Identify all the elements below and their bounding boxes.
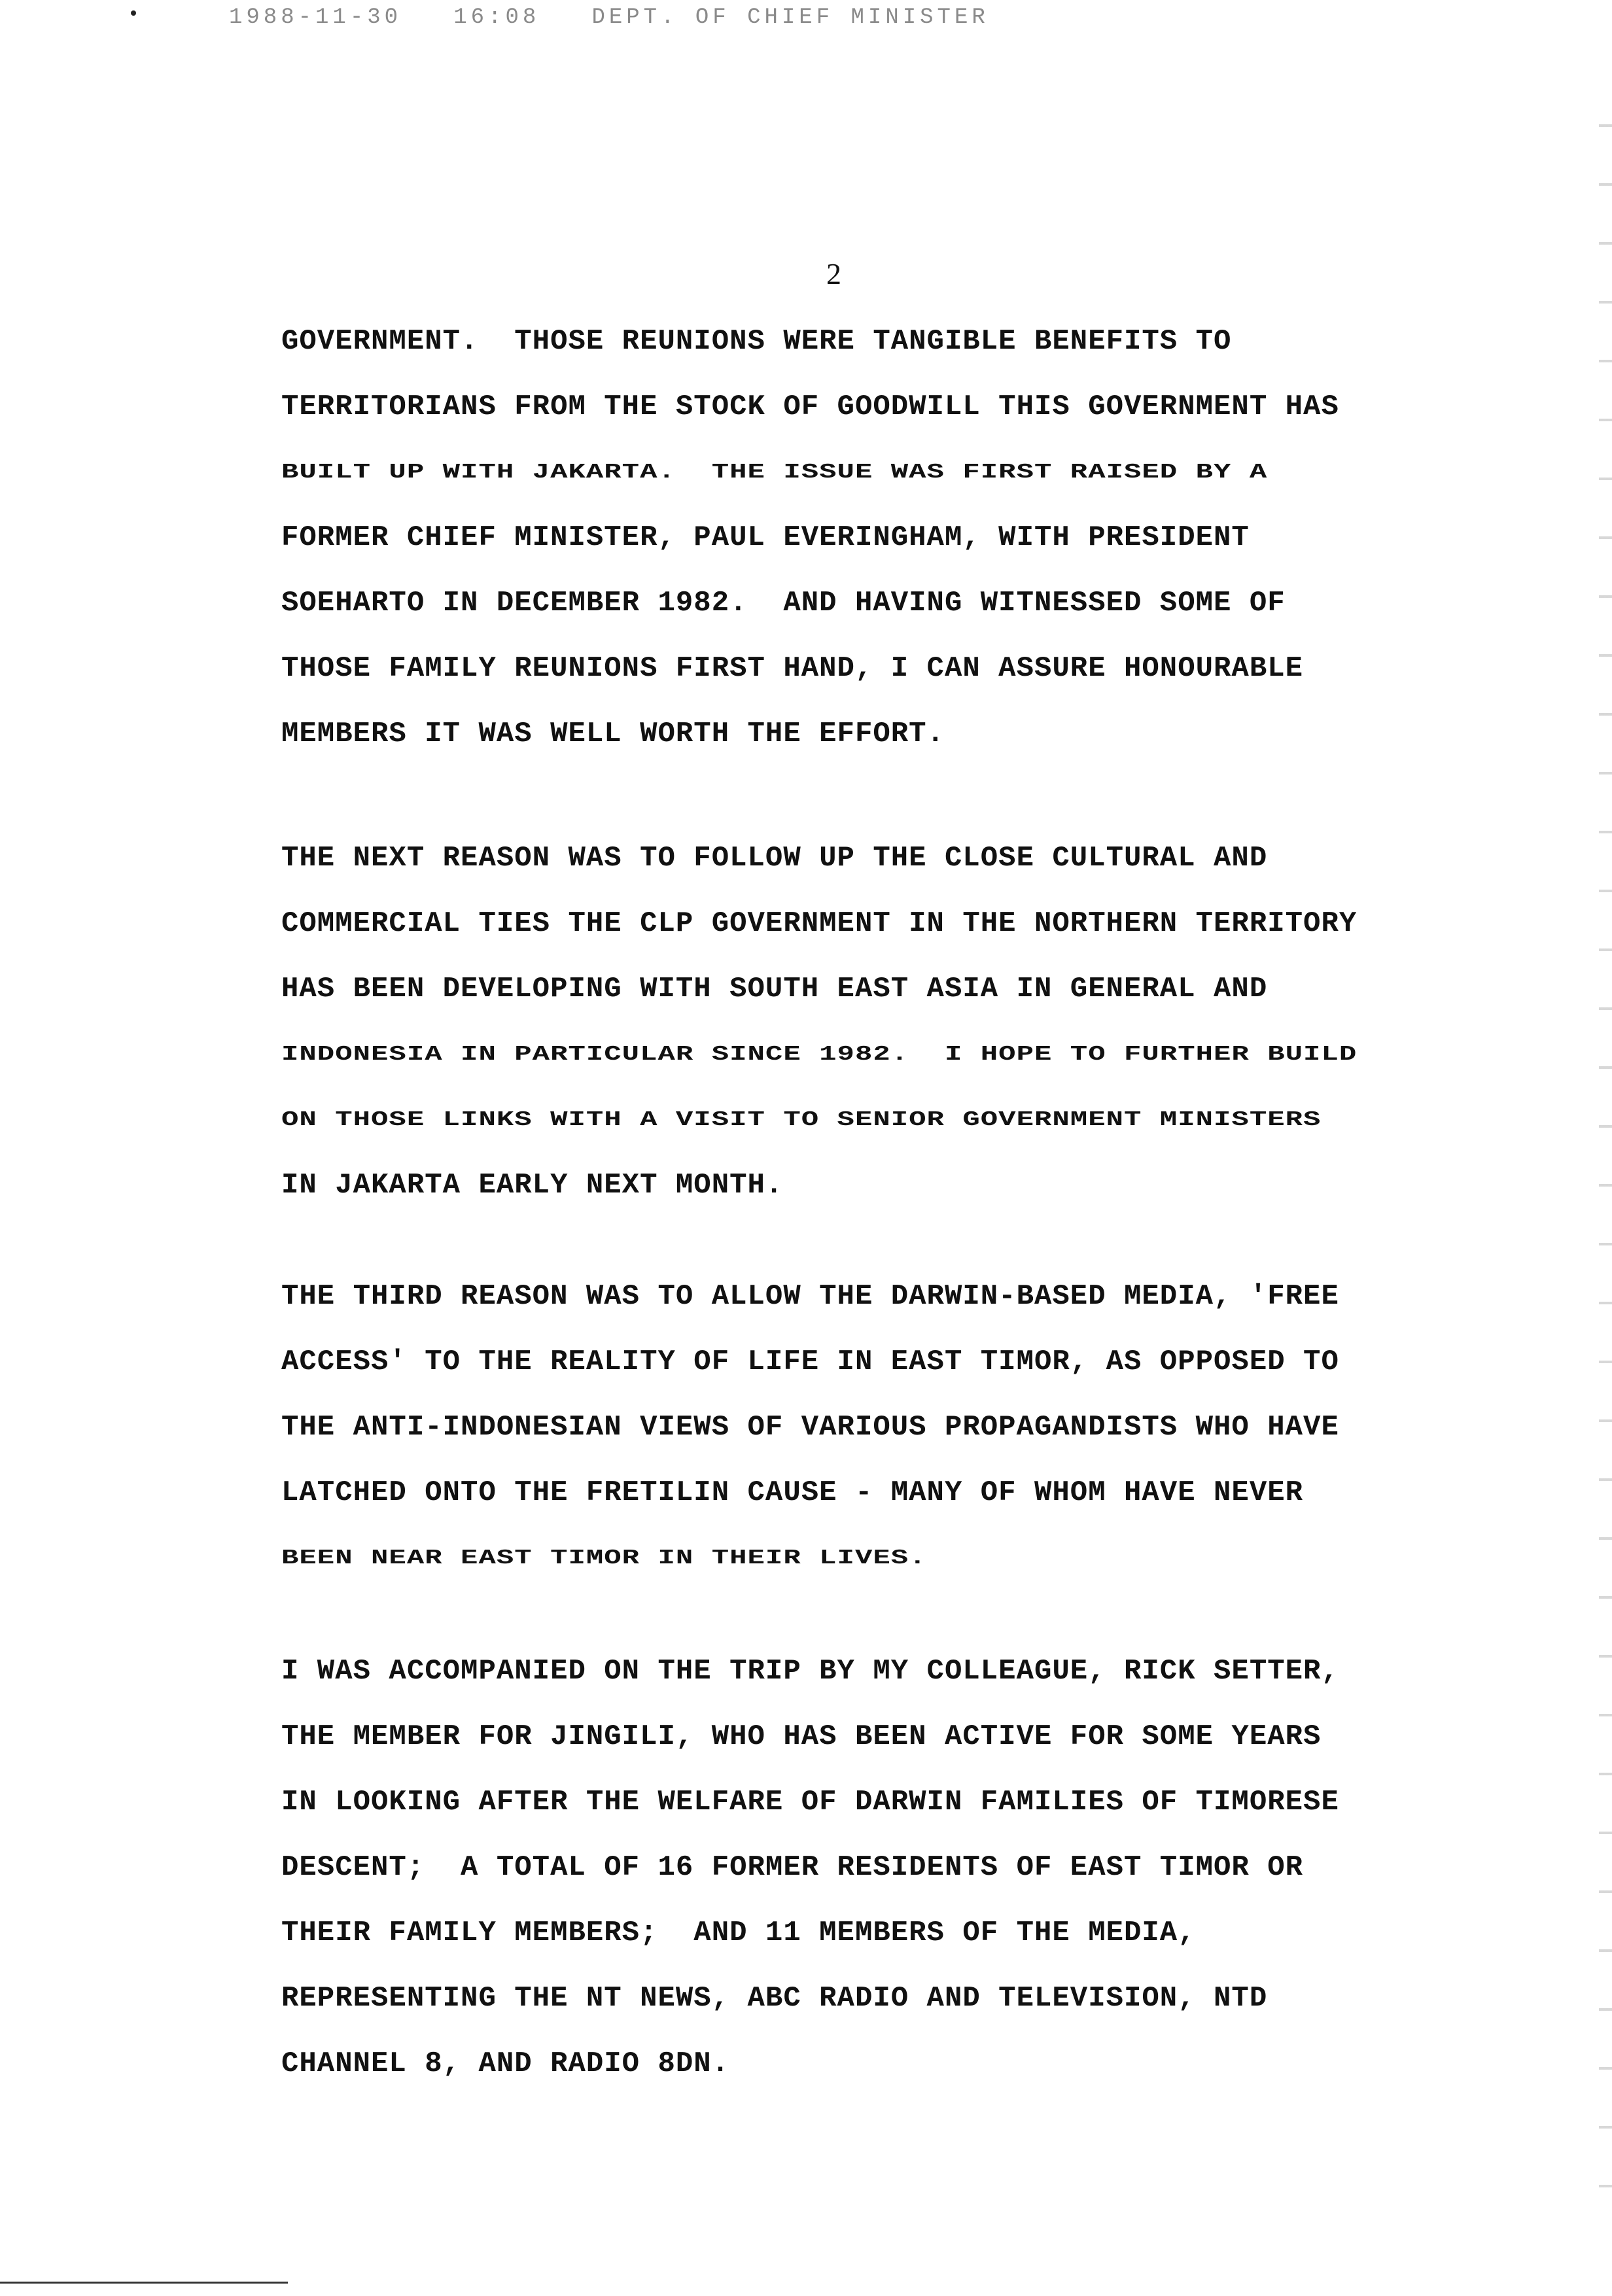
text-line: FORMER CHIEF MINISTER, PAUL EVERINGHAM, WITH PRESIDENT (281, 521, 1250, 554)
paragraph-reunions (281, 309, 1459, 767)
page-bottom-rule (0, 2282, 288, 2284)
scan-speck (131, 10, 136, 16)
text-line: I WAS ACCOMPANIED ON THE TRIP BY MY COLLEAGUE, RICK SETTER, (281, 1655, 1339, 1688)
text-line: GOVERNMENT. THOSE REUNIONS WERE TANGIBLE BENEFITS TO (281, 325, 1232, 358)
text-line: IN LOOKING AFTER THE WELFARE OF DARWIN FAMILIES OF TIMORESE (281, 1786, 1339, 1818)
text-line: BUILT UP WITH JAKARTA. THE ISSUE WAS FIRST RAISED BY A (281, 461, 1268, 484)
text-line: THE THIRD REASON WAS TO ALLOW THE DARWIN-BASED MEDIA, 'FREE (281, 1280, 1339, 1313)
text-line: THOSE FAMILY REUNIONS FIRST HAND, I CAN ASSURE HONOURABLE (281, 652, 1304, 685)
text-line: CHANNEL 8, AND RADIO 8DN. (281, 2047, 730, 2080)
paragraph-third-reason (281, 1264, 1459, 1591)
text-line: THE NEXT REASON WAS TO FOLLOW UP THE CLOSE CULTURAL AND (281, 842, 1268, 875)
text-line: LATCHED ONTO THE FRETILIN CAUSE - MANY OF WHOM HAVE NEVER (281, 1476, 1304, 1509)
text-line: MEMBERS IT WAS WELL WORTH THE EFFORT. (281, 718, 945, 750)
text-line: THE MEMBER FOR JINGILI, WHO HAS BEEN ACTIVE FOR SOME YEARS (281, 1720, 1322, 1753)
text-line: ON THOSE LINKS WITH A VISIT TO SENIOR GOVERNMENT MINISTERS (281, 1108, 1322, 1132)
scan-edge-artifacts (1599, 98, 1612, 2191)
text-line: INDONESIA IN PARTICULAR SINCE 1982. I HOPE TO FURTHER BUILD (281, 1043, 1358, 1066)
fax-transmission-header: 1988-11-30 16:08 DEPT. OF CHIEF MINISTER (229, 5, 989, 30)
text-line: IN JAKARTA EARLY NEXT MONTH. (281, 1169, 784, 1202)
text-line: ACCESS' TO THE REALITY OF LIFE IN EAST TIMOR, AS OPPOSED TO (281, 1346, 1339, 1378)
text-line: TERRITORIANS FROM THE STOCK OF GOODWILL THIS GOVERNMENT HAS (281, 391, 1339, 423)
text-line: SOEHARTO IN DECEMBER 1982. AND HAVING WITNESSED SOME OF (281, 587, 1286, 619)
text-line: THEIR FAMILY MEMBERS; AND 11 MEMBERS OF THE MEDIA, (281, 1917, 1196, 1949)
paragraph-next-reason (281, 826, 1459, 1218)
text-line: DESCENT; A TOTAL OF 16 FORMER RESIDENTS OF EAST TIMOR OR (281, 1851, 1304, 1884)
text-line: THE ANTI-INDONESIAN VIEWS OF VARIOUS PROPAGANDISTS WHO HAVE (281, 1411, 1339, 1444)
text-line: HAS BEEN DEVELOPING WITH SOUTH EAST ASIA IN GENERAL AND (281, 973, 1268, 1005)
page-number: 2 (826, 257, 841, 290)
text-line: COMMERCIAL TIES THE CLP GOVERNMENT IN THE NORTHERN TERRITORY (281, 907, 1358, 940)
text-line: BEEN NEAR EAST TIMOR IN THEIR LIVES. (281, 1546, 927, 1570)
paragraph-accompanied (281, 1639, 1459, 2096)
text-line: REPRESENTING THE NT NEWS, ABC RADIO AND TELEVISION, NTD (281, 1982, 1268, 2015)
